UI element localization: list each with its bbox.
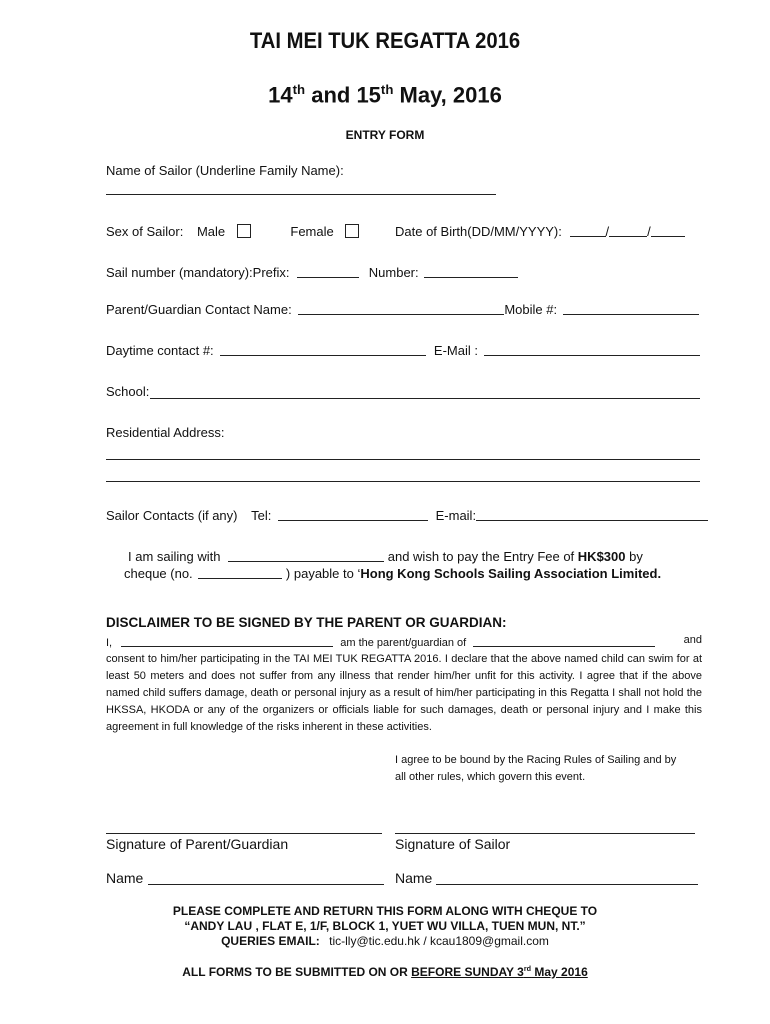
return-address: “ANDY LAU , FLAT E, 1/F, BLOCK 1, YUET WU VILLA, TUEN MUN, NT.” (184, 919, 586, 933)
mobile-field[interactable] (563, 302, 699, 315)
parent-signature-line[interactable] (106, 833, 382, 834)
disclaimer-heading: DISCLAIMER TO BE SIGNED BY THE PARENT OR GUARDIAN: (106, 615, 507, 630)
dob-year-field[interactable] (651, 224, 685, 237)
disclaimer-first-line: I, am the parent/guardian of and (106, 634, 702, 649)
sailor-signature-line[interactable] (395, 833, 695, 834)
payment-line-2: cheque (no. ) payable to ‘Hong Kong Schools Sailing Association Limited. (124, 566, 662, 581)
parent-contact-name-field[interactable] (298, 302, 504, 315)
entry-fee: HK$300 (577, 549, 626, 564)
return-instruction: PLEASE COMPLETE AND RETURN THIS FORM ALONG WITH CHEQUE TO (172, 904, 598, 918)
entry-form-label: ENTRY FORM (345, 128, 425, 142)
payee-name: Hong Kong Schools Sailing Association Limited. (360, 566, 662, 581)
dob-month-field[interactable] (609, 224, 647, 237)
name-of-sailor-label: Name of Sailor (Underline Family Name): (106, 163, 344, 178)
sailor-email-field[interactable] (476, 508, 708, 521)
sail-number-field[interactable] (424, 265, 518, 278)
rules-agreement-line-2: all other rules, which govern this event. (395, 771, 586, 783)
sailor-name-label: Name (395, 870, 433, 886)
parent-printed-name-field[interactable] (148, 884, 384, 885)
deadline-date: BEFORE SUNDAY 3rd May 2016 (411, 964, 588, 979)
boat-class-field[interactable] (228, 549, 384, 562)
payment-line-1: I am sailing with and wish to pay the Entry Fee of HK$300 by (128, 549, 643, 564)
parent-signature-label: Signature of Parent/Guardian (106, 836, 289, 852)
sex-row: Sex of Sailor: Male Female (106, 224, 359, 239)
sailor-printed-name-field[interactable] (436, 884, 698, 885)
address-field-line-2[interactable] (106, 481, 700, 482)
dob-row: Date of Birth(DD/MM/YYYY): / / (395, 224, 685, 239)
form-title: TAI MEI TUK REGATTA 2016 (249, 28, 521, 53)
sail-prefix-field[interactable] (297, 265, 359, 278)
female-checkbox[interactable] (345, 224, 359, 238)
daytime-contact-field[interactable] (220, 343, 426, 356)
event-dates: 14th and 15th May, 2016 (268, 82, 502, 108)
daytime-contact-row: Daytime contact #: E-Mail : (106, 343, 700, 358)
male-checkbox[interactable] (237, 224, 251, 238)
school-field[interactable] (150, 398, 700, 399)
sail-number-row: Sail number (mandatory):Prefix: Number: (106, 265, 518, 280)
submission-deadline: ALL FORMS TO BE SUBMITTED ON OR BEFORE SUNDAY 3rd May 2016 (182, 964, 588, 979)
rules-agreement-line-1: I agree to be bound by the Racing Rules of Sailing and by (395, 754, 677, 766)
cheque-number-field[interactable] (198, 566, 282, 579)
parent-contact-row: Parent/Guardian Contact Name: Mobile #: (106, 302, 699, 317)
address-field-line-1[interactable] (106, 459, 700, 460)
parent-name-label: Name (106, 870, 144, 886)
address-label: Residential Address: (106, 425, 225, 440)
child-name-field[interactable] (473, 634, 655, 647)
dob-day-field[interactable] (570, 224, 606, 237)
sailor-contacts-row: Sailor Contacts (if any) Tel: E-mail: (106, 508, 708, 523)
parent-name-field[interactable] (121, 634, 333, 647)
sailor-tel-field[interactable] (278, 508, 428, 521)
queries-email: QUERIES EMAIL: tic-lly@tic.edu.hk / kcau1809@gmail.com (221, 934, 549, 948)
name-of-sailor-field[interactable] (106, 194, 496, 195)
sailor-signature-label: Signature of Sailor (395, 836, 511, 852)
email-field[interactable] (484, 343, 700, 356)
disclaimer-body: consent to him/her participating in the TAI MEI TUK REGATTA 2016. I declare that the above named child can swim for at least 50 meters and does not suffer from any illness that render him/her unfit for this activity. I agree that if the above named child suffers damage, death or personal injury as a result of him/her participating in this Regatta I shall not hold the HKSSA, HKODA or any of the organizers or officials liable for such damages, death or personal injury and I make this agreement in full knowledge of the risks inherent in these activities. (106, 653, 702, 733)
school-label: School: (106, 384, 150, 399)
